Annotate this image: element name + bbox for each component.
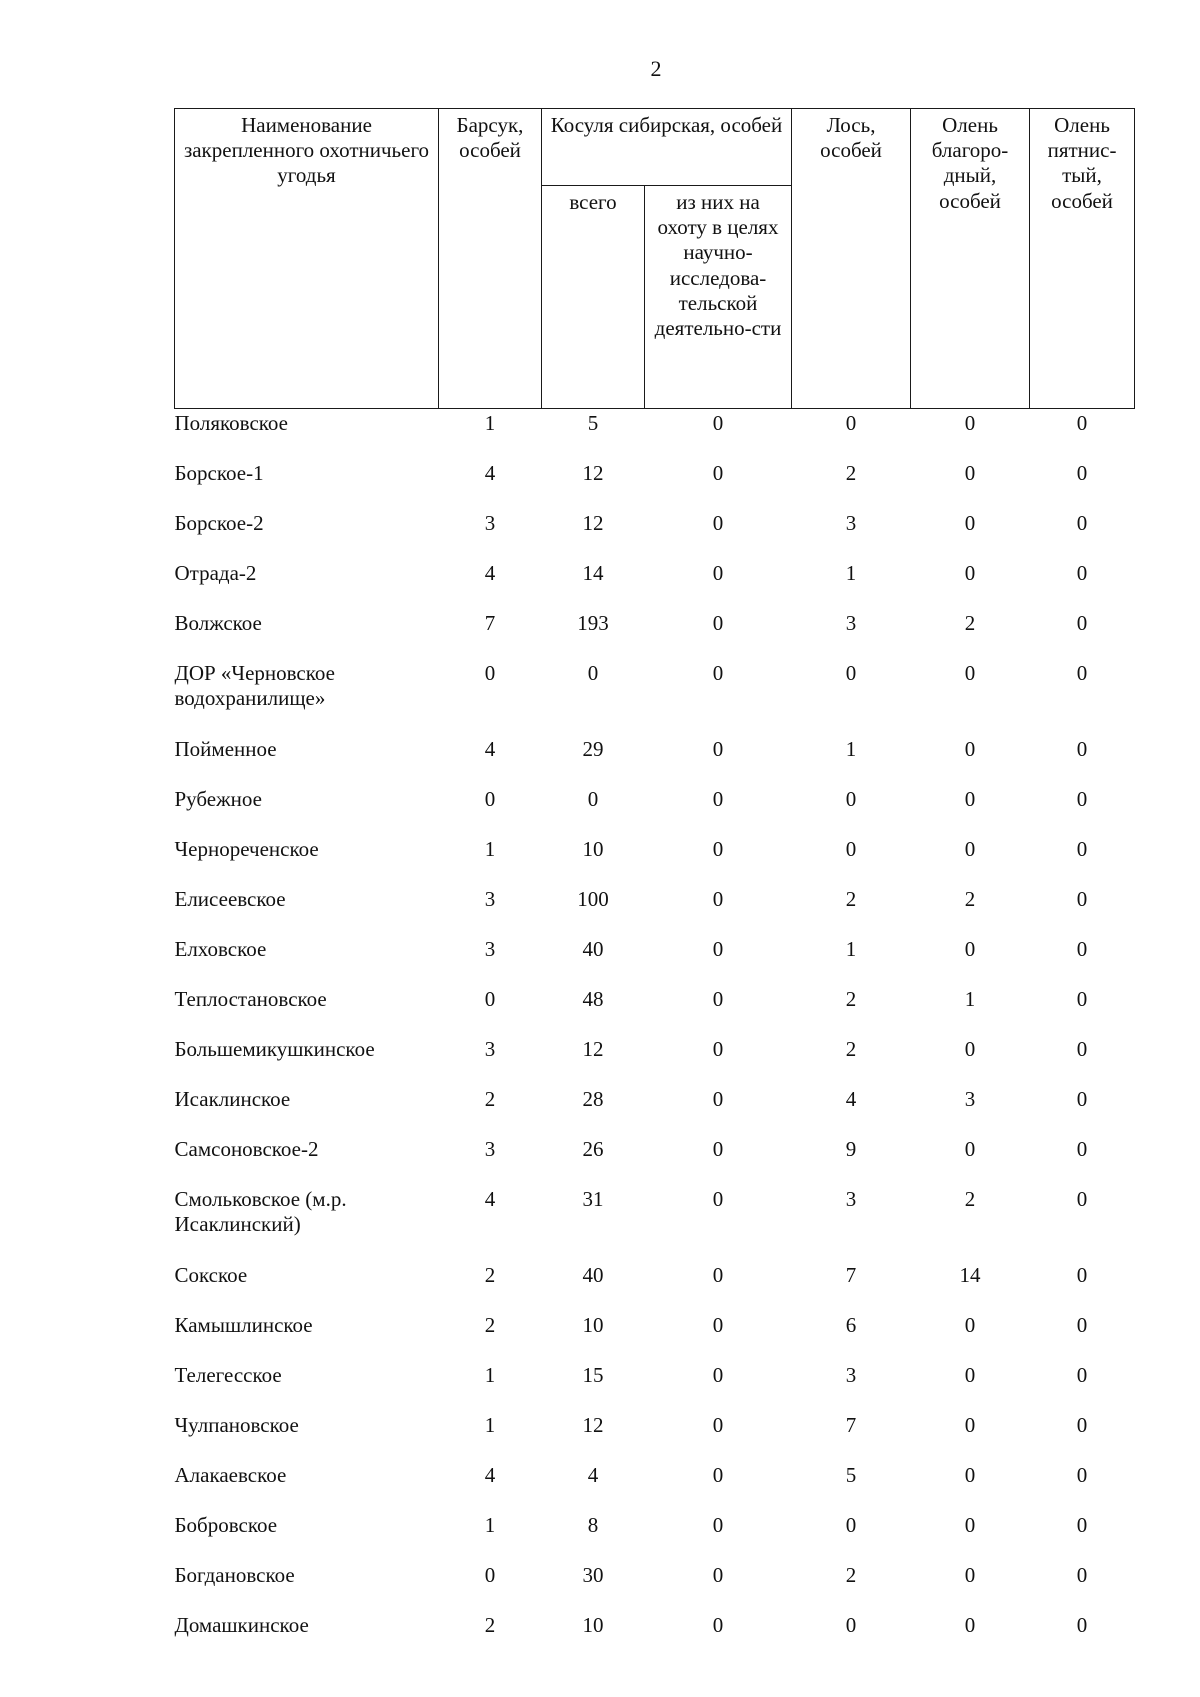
header-name: Наименование закрепленного охотничьего угодья [175,109,439,409]
cell-red-deer: 0 [964,1137,976,1161]
cell-red-deer: 14 [959,1263,981,1287]
cell-name: Елисеевское [174,887,286,911]
cell-elk: 2 [845,461,857,485]
table-row [175,1359,1135,1409]
cell-sika-deer: 0 [1076,1563,1088,1587]
cell-badger: 4 [484,737,496,761]
cell-red-deer: 0 [964,1313,976,1337]
cell-badger: 3 [484,511,496,535]
cell-roe-science: 0 [712,411,724,435]
cell-roe-total: 28 [582,1087,604,1111]
cell-name: Телегесское [174,1363,282,1387]
cell-roe-science: 0 [712,561,724,585]
cell-badger: 2 [484,1313,496,1337]
cell-roe-science: 0 [712,787,724,811]
table-row [175,1609,1135,1659]
header-elk: Лось, особей [792,109,911,409]
cell-roe-total: 12 [582,1413,604,1437]
cell-sika-deer: 0 [1076,987,1088,1011]
cell-roe-science: 0 [712,1563,724,1587]
cell-roe-science: 0 [712,611,724,635]
cell-elk: 1 [845,561,857,585]
cell-name: Пойменное [174,737,277,761]
table-body [175,409,1135,1660]
cell-roe-total: 12 [582,461,604,485]
cell-red-deer: 0 [964,1513,976,1537]
cell-elk: 1 [845,737,857,761]
table-row [175,657,1135,733]
cell-roe-science: 0 [712,887,724,911]
cell-name: Борское-1 [174,461,264,485]
cell-name: Поляковское [174,411,288,435]
cell-badger: 4 [484,561,496,585]
cell-roe-science: 0 [712,1413,724,1437]
cell-red-deer: 0 [964,661,976,685]
cell-name: Рубежное [174,787,262,811]
cell-red-deer: 0 [964,1563,976,1587]
table-row [175,409,1135,458]
table-row [175,1559,1135,1609]
cell-sika-deer: 0 [1076,1513,1088,1537]
cell-elk: 2 [845,1563,857,1587]
cell-roe-total: 30 [582,1563,604,1587]
cell-roe-total: 193 [577,611,609,635]
cell-sika-deer: 0 [1076,887,1088,911]
cell-roe-total: 48 [582,987,604,1011]
cell-elk: 3 [845,1187,857,1211]
cell-badger: 7 [484,611,496,635]
cell-roe-total: 5 [587,411,599,435]
cell-badger: 4 [484,1187,496,1211]
cell-badger: 4 [484,461,496,485]
header-badger: Барсук, особей [439,109,542,409]
cell-red-deer: 0 [964,937,976,961]
cell-badger: 1 [484,1413,496,1437]
cell-name: Смольковское (м.р. Исаклинский) [174,1187,347,1237]
header-roe: Косуля сибирская, особей [542,109,792,186]
table-row [175,933,1135,983]
cell-roe-science: 0 [712,1313,724,1337]
cell-name: Чулпановское [174,1413,299,1437]
cell-red-deer: 0 [964,1037,976,1061]
cell-sika-deer: 0 [1076,661,1088,685]
cell-roe-total: 26 [582,1137,604,1161]
cell-sika-deer: 0 [1076,411,1088,435]
cell-sika-deer: 0 [1076,1463,1088,1487]
cell-name: Теплостановское [174,987,327,1011]
cell-badger: 3 [484,1137,496,1161]
table-row [175,1459,1135,1509]
cell-elk: 7 [845,1263,857,1287]
table-row [175,983,1135,1033]
cell-sika-deer: 0 [1076,1137,1088,1161]
cell-elk: 0 [845,1513,857,1537]
cell-roe-total: 31 [582,1187,604,1211]
cell-name: Елховское [174,937,267,961]
cell-roe-science: 0 [712,1463,724,1487]
cell-badger: 2 [484,1087,496,1111]
cell-roe-total: 29 [582,737,604,761]
cell-red-deer: 0 [964,511,976,535]
cell-sika-deer: 0 [1076,1363,1088,1387]
cell-roe-science: 0 [712,1613,724,1637]
cell-badger: 3 [484,1037,496,1061]
table-row [175,457,1135,507]
table-wrapper [174,108,1134,1659]
cell-elk: 2 [845,1037,857,1061]
cell-name: Бобровское [174,1513,278,1537]
cell-red-deer: 0 [964,837,976,861]
cell-elk: 3 [845,611,857,635]
cell-roe-science: 0 [712,661,724,685]
cell-name: Волжское [174,611,262,635]
cell-roe-total: 10 [582,1613,604,1637]
cell-name: Камышлинское [174,1313,313,1337]
cell-name: Сокское [174,1263,248,1287]
cell-sika-deer: 0 [1076,787,1088,811]
cell-roe-science: 0 [712,987,724,1011]
cell-badger: 3 [484,887,496,911]
cell-roe-total: 12 [582,511,604,535]
cell-red-deer: 2 [964,887,976,911]
cell-sika-deer: 0 [1076,937,1088,961]
cell-red-deer: 0 [964,461,976,485]
table-row [175,783,1135,833]
cell-name: Чернореченское [174,837,319,861]
cell-roe-total: 0 [587,787,599,811]
cell-red-deer: 2 [964,611,976,635]
table-row [175,1183,1135,1259]
cell-sika-deer: 0 [1076,511,1088,535]
cell-elk: 0 [845,661,857,685]
table-row [175,833,1135,883]
cell-elk: 3 [845,1363,857,1387]
cell-elk: 6 [845,1313,857,1337]
cell-sika-deer: 0 [1076,1037,1088,1061]
cell-roe-science: 0 [712,937,724,961]
cell-roe-science: 0 [712,1037,724,1061]
cell-badger: 2 [484,1613,496,1637]
cell-badger: 2 [484,1263,496,1287]
table-row [175,1409,1135,1459]
cell-roe-total: 8 [587,1513,599,1537]
cell-elk: 1 [845,937,857,961]
table-row [175,1083,1135,1133]
cell-roe-total: 10 [582,1313,604,1337]
header-roe-science: из них на охоту в целях научно-исследова-тельской деятельно-сти [645,186,792,409]
cell-roe-science: 0 [712,837,724,861]
cell-red-deer: 0 [964,1413,976,1437]
cell-elk: 0 [845,837,857,861]
cell-elk: 0 [845,787,857,811]
cell-roe-total: 15 [582,1363,604,1387]
cell-red-deer: 0 [964,787,976,811]
cell-sika-deer: 0 [1076,1313,1088,1337]
table-row [175,557,1135,607]
header-red-deer: Олень благоро-дный, особей [911,109,1030,409]
table-row [175,1509,1135,1559]
cell-name: Исаклинское [174,1087,291,1111]
cell-roe-science: 0 [712,461,724,485]
cell-roe-science: 0 [712,511,724,535]
cell-name: Борское-2 [174,511,264,535]
table-row [175,1259,1135,1309]
cell-name: ДОР «Черновское водохранилище» [174,661,335,711]
cell-name: Большемикушкинское [174,1037,375,1061]
table-row [175,607,1135,657]
cell-red-deer: 0 [964,411,976,435]
cell-roe-total: 0 [587,661,599,685]
cell-badger: 1 [484,411,496,435]
cell-roe-science: 0 [712,1137,724,1161]
cell-roe-total: 10 [582,837,604,861]
cell-red-deer: 0 [964,737,976,761]
table-row [175,733,1135,783]
table-row [175,1309,1135,1359]
cell-elk: 3 [845,511,857,535]
cell-badger: 0 [484,787,496,811]
table-row [175,1033,1135,1083]
cell-red-deer: 0 [964,1463,976,1487]
cell-name: Домашкинское [174,1613,309,1637]
cell-roe-total: 40 [582,937,604,961]
cell-red-deer: 2 [964,1187,976,1211]
cell-roe-total: 14 [582,561,604,585]
cell-elk: 0 [845,411,857,435]
cell-name: Алакаевское [174,1463,287,1487]
cell-sika-deer: 0 [1076,737,1088,761]
cell-red-deer: 3 [964,1087,976,1111]
cell-sika-deer: 0 [1076,837,1088,861]
cell-badger: 0 [484,1563,496,1587]
cell-roe-science: 0 [712,1087,724,1111]
cell-roe-total: 40 [582,1263,604,1287]
cell-sika-deer: 0 [1076,1263,1088,1287]
cell-sika-deer: 0 [1076,461,1088,485]
header-sika-deer: Олень пятнис-тый, особей [1030,109,1135,409]
cell-roe-total: 100 [577,887,609,911]
cell-red-deer: 1 [964,987,976,1011]
cell-badger: 3 [484,937,496,961]
cell-sika-deer: 0 [1076,1087,1088,1111]
cell-badger: 0 [484,661,496,685]
cell-elk: 7 [845,1413,857,1437]
cell-roe-science: 0 [712,1187,724,1211]
cell-elk: 4 [845,1087,857,1111]
cell-badger: 0 [484,987,496,1011]
cell-badger: 1 [484,1363,496,1387]
cell-roe-science: 0 [712,1363,724,1387]
cell-roe-science: 0 [712,1263,724,1287]
cell-elk: 0 [845,1613,857,1637]
cell-name: Самсоновское-2 [174,1137,319,1161]
cell-sika-deer: 0 [1076,1413,1088,1437]
cell-elk: 9 [845,1137,857,1161]
cell-badger: 1 [484,837,496,861]
cell-sika-deer: 0 [1076,1187,1088,1211]
cell-roe-total: 12 [582,1037,604,1061]
table-header [175,109,1135,409]
cell-elk: 2 [845,987,857,1011]
cell-red-deer: 0 [964,561,976,585]
cell-name: Богдановское [174,1563,295,1587]
table-row [175,507,1135,557]
cell-elk: 2 [845,887,857,911]
hunting-quota-table [174,108,1135,1659]
cell-sika-deer: 0 [1076,1613,1088,1637]
cell-name: Отрада-2 [174,561,257,585]
table-row [175,1133,1135,1183]
cell-sika-deer: 0 [1076,561,1088,585]
cell-roe-total: 4 [587,1463,599,1487]
page-number: 2 [650,56,662,81]
cell-red-deer: 0 [964,1363,976,1387]
cell-roe-science: 0 [712,1513,724,1537]
header-roe-total: всего [542,186,645,409]
cell-badger: 4 [484,1463,496,1487]
cell-red-deer: 0 [964,1613,976,1637]
cell-badger: 1 [484,1513,496,1537]
cell-elk: 5 [845,1463,857,1487]
cell-sika-deer: 0 [1076,611,1088,635]
cell-roe-science: 0 [712,737,724,761]
table-row [175,883,1135,933]
